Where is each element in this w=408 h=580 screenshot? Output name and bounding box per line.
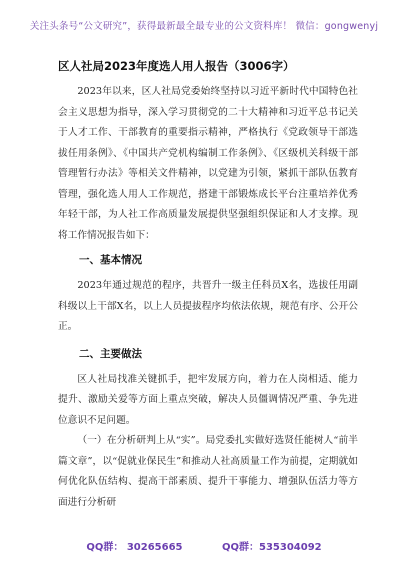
promo-banner: 关注头条号“公文研究”，获得最新最全最专业的公文资料库！ 微信：gongwenyj xyxy=(29,21,379,32)
section-1-paragraph: 2023年通过规范的程序，共晋升一级主任科员X名，选拔任用副科级以上干部X名，以上人员提拔程序均依法依规，规范有序、公开公正。 xyxy=(58,280,358,332)
section-2-sub-1-paragraph: （一）在分析研判上从“实”。局党委扎实做好选贤任能树人“前半篇文章”，以“促就业保民生”和推动人社高质量工作为前提，定期就如何优化队伍结构、提高干部素质、提升干事能力、增强队伍活力等方面进行分析研 xyxy=(58,435,358,508)
section-1-heading: 一、基本情况 xyxy=(79,254,142,266)
document-page xyxy=(58,58,358,513)
section-2-heading: 二、主要做法 xyxy=(79,347,142,360)
intro-paragraph: 2023年以来，区人社局党委始终坚持以习近平新时代中国特色社会主义思想为指导，深入学习贯彻党的二十大精神和习近平总书记关于人才工作、干部教育的重要指示精神，严格执行《党政领导干部选拔任用条例》、《中国共产党机构编制工作条例》、《区级机关科级干部管理暂行办法》等相关文件精神，以党建为引领，紧抓干部队伍教育管理，强化选人用人工作规范，搭建干部锻炼成长平台注重培养优秀年轻干部，为人社工作高质量发展提供坚强组织保证和人才支撑。现将工作情况报告如下： xyxy=(58,86,358,241)
qq-group-1: QQ群： 30265665 xyxy=(86,542,183,553)
document-title: 区人社局2023年度选人用人报告（3006字） xyxy=(58,59,295,73)
footer-qq-groups xyxy=(0,538,408,553)
section-2-paragraph: 区人社局找准关键抓手，把牢发展方向，着力在人岗相适、能力提升、激励关爱等方面上重点突破，解决人员僵调情况严重、争先进位意识不足问题。 xyxy=(58,373,358,426)
qq-group-2: QQ群：535304092 xyxy=(222,542,322,553)
